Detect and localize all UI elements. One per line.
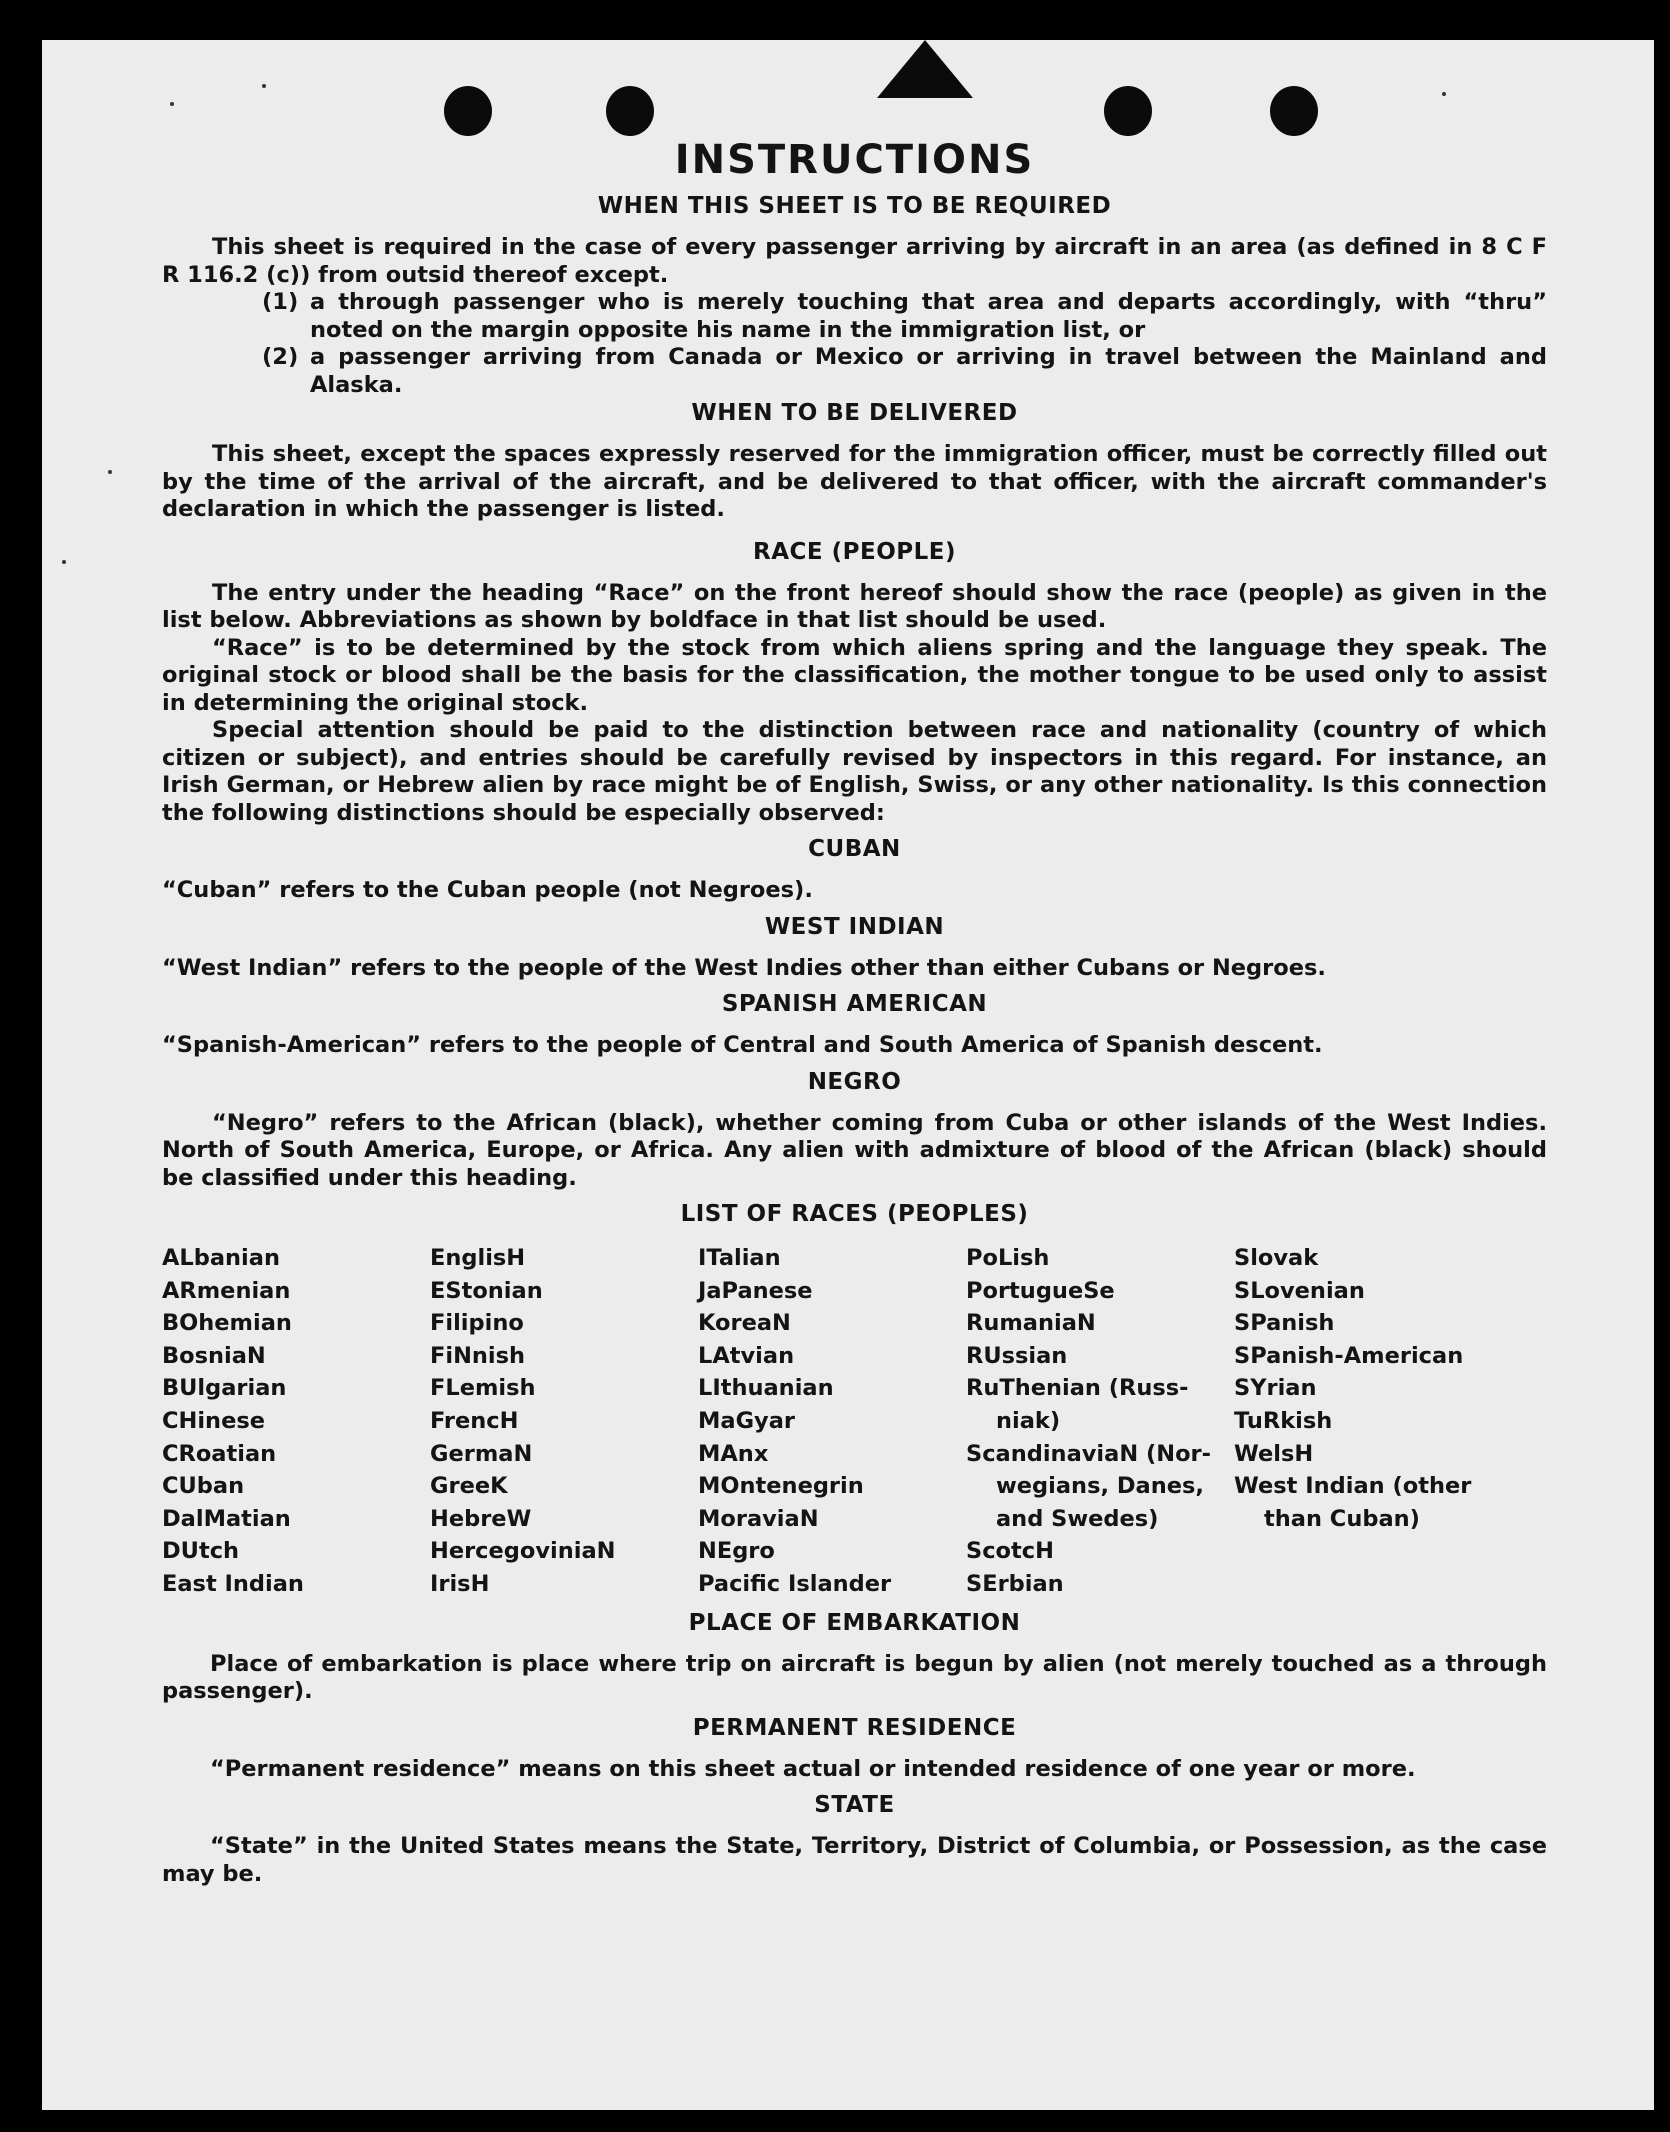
document-title: INSTRUCTIONS <box>674 137 1035 183</box>
speck <box>1442 92 1446 96</box>
race-entry: BUlgarian <box>162 1375 287 1402</box>
race-entry: FiNnish <box>430 1342 526 1369</box>
race-entry: NEgro <box>698 1538 775 1565</box>
document-sheet <box>42 40 1654 2110</box>
races-column <box>1234 1242 1547 1601</box>
punch-hole <box>1270 86 1318 136</box>
race-entry: ARmenian <box>162 1277 291 1304</box>
race-entry: EnglisH <box>430 1245 526 1271</box>
exception-item-1 <box>162 289 1547 344</box>
heading-when-delivered: WHEN TO BE DELIVERED <box>691 400 1018 426</box>
heading-list-of-races: LIST OF RACES (PEOPLES) <box>680 1201 1029 1227</box>
races-column <box>162 1242 430 1601</box>
race-entry: SErbian <box>966 1570 1064 1597</box>
punch-hole <box>606 86 654 136</box>
required-intro: This sheet is required in the case of every passenger arriving by aircraft in an area (as defined in 8 C F R 116.2 (c)) from outsid thereof except. <box>162 234 1547 288</box>
race-entry: SYrian <box>1234 1375 1317 1402</box>
race-entry: CHinese <box>162 1407 265 1434</box>
races-list <box>162 1242 1547 1601</box>
race-entry: CRoatian <box>162 1440 277 1467</box>
heading-race: RACE (PEOPLE) <box>753 538 956 565</box>
race-entry: BOhemian <box>162 1310 292 1337</box>
speck <box>62 560 66 564</box>
speck <box>170 102 174 106</box>
race-entry: PortugueSe <box>966 1277 1115 1304</box>
race-entry: RumaniaN <box>966 1310 1096 1337</box>
item-number: (2) <box>262 344 299 370</box>
races-column <box>698 1242 966 1601</box>
heading-when-required: WHEN THIS SHEET IS TO BE REQUIRED <box>597 193 1112 219</box>
race-entry: MOntenegrin <box>698 1473 864 1500</box>
race-entry: ITalian <box>698 1245 781 1271</box>
instructions-document <box>162 136 1547 1888</box>
race-entry: RuThenian (Russ- <box>966 1375 1189 1402</box>
race-entry: SLovenian <box>1234 1277 1365 1304</box>
heading-permanent-residence: PERMANENT RESIDENCE <box>692 1714 1017 1741</box>
race-entry: East Indian <box>162 1570 304 1597</box>
heading-cuban: CUBAN <box>808 836 901 862</box>
state-text: “State” in the United States means the State, Territory, District of Columbia, or Possession, as the case may be. <box>162 1833 1547 1887</box>
race-entry: MoraviaN <box>698 1505 819 1532</box>
race-entry: TuRkish <box>1234 1407 1333 1434</box>
race-paragraph-3: Special attention should be paid to the distinction between race and nationality (country of which citizen or subject), and entries should be carefully revised by inspectors in this regard. For instance, an Irish German, or Hebrew alien by race might be of English, Swiss, or any other nationality. Is this connection the following distinctions should be especially observed: <box>162 717 1547 826</box>
punch-hole <box>1104 86 1152 136</box>
race-entry-continued: wegians, Danes, <box>996 1473 1204 1500</box>
race-entry: LAtvian <box>698 1342 795 1369</box>
embarkation-text: Place of embarkation is place where trip on aircraft is begun by alien (not merely touched as a through passenger). <box>162 1650 1547 1705</box>
races-column <box>966 1242 1234 1601</box>
race-entry: ScotcH <box>966 1538 1054 1565</box>
race-entry: HebreW <box>430 1505 532 1532</box>
race-entry: BosniaN <box>162 1342 266 1369</box>
race-entry-continued: and Swedes) <box>996 1505 1159 1532</box>
race-entry: LIthuanian <box>698 1375 834 1402</box>
heading-spanish-american: SPANISH AMERICAN <box>721 991 988 1017</box>
race-entry: GreeK <box>430 1473 508 1500</box>
item-text: a passenger arriving from Canada or Mexico or arriving in travel between the Mainland and Alaska. <box>310 344 1547 398</box>
negro-text: “Negro” refers to the African (black), whether coming from Cuba or other islands of the West Indies. North of South America, Europe, or Africa. Any alien with admixture of blood of the African (black) should be classified under this heading. <box>162 1109 1547 1191</box>
race-paragraph-1: The entry under the heading “Race” on the front hereof should show the race (people) as given in the list below. Abbreviations as shown by boldface in that list should be used. <box>162 579 1547 633</box>
west-indian-text: “West Indian” refers to the people of the West Indies other than either Cubans or Negroes. <box>162 954 1326 981</box>
item-number: (1) <box>262 289 299 315</box>
race-entry: DalMatian <box>162 1505 291 1532</box>
spanish-american-text: “Spanish-American” refers to the people of Central and South America of Spanish descent. <box>162 1032 1323 1058</box>
heading-state: STATE <box>814 1792 895 1819</box>
race-entry: MaGyar <box>698 1407 795 1434</box>
race-entry: DUtch <box>162 1538 240 1565</box>
item-text: a through passenger who is merely touching that area and departs accordingly, with “thru” noted on the margin opposite his name in the immigration list, or <box>310 289 1547 343</box>
punch-hole <box>444 86 492 136</box>
race-entry: WelsH <box>1234 1440 1314 1467</box>
residence-text: “Permanent residence” means on this sheet actual or intended residence of one year or more. <box>210 1755 1416 1782</box>
race-entry: SPanish-American <box>1234 1342 1464 1369</box>
heading-west-indian: WEST INDIAN <box>764 913 945 940</box>
race-entry: PoLish <box>966 1245 1050 1271</box>
race-entry: Slovak <box>1234 1245 1319 1271</box>
race-entry: Filipino <box>430 1310 524 1337</box>
race-entry: SPanish <box>1234 1310 1335 1337</box>
torn-edge-mark <box>877 40 973 98</box>
heading-place-of-embarkation: PLACE OF EMBARKATION <box>688 1609 1021 1636</box>
race-entry: GermaN <box>430 1440 533 1467</box>
race-entry: West Indian (other <box>1234 1473 1472 1500</box>
speck <box>262 84 266 88</box>
race-entry: RUssian <box>966 1342 1068 1369</box>
race-entry-continued: niak) <box>996 1407 1061 1434</box>
delivered-text: This sheet, except the spaces expressly reserved for the immigration officer, must be correctly filled out by the time of the arrival of the aircraft, and be delivered to that officer, with the aircraft commander's declaration in which the passenger is listed. <box>162 441 1547 522</box>
cuban-text: “Cuban” refers to the Cuban people (not Negroes). <box>162 877 813 903</box>
race-entry: ALbanian <box>162 1245 280 1271</box>
race-entry: JaPanese <box>698 1277 813 1304</box>
speck <box>108 470 112 474</box>
heading-negro: NEGRO <box>807 1068 902 1095</box>
race-entry: Pacific Islander <box>698 1570 892 1597</box>
race-entry: EStonian <box>430 1277 543 1304</box>
race-entry: CUban <box>162 1473 245 1500</box>
race-entry: ScandinaviaN (Nor- <box>966 1440 1211 1467</box>
race-entry: FrencH <box>430 1407 519 1434</box>
race-entry: IrisH <box>430 1570 490 1597</box>
race-entry: FLemish <box>430 1375 536 1402</box>
race-entry: MAnx <box>698 1440 769 1467</box>
race-entry-continued: than Cuban) <box>1264 1505 1420 1532</box>
exception-item-2 <box>162 344 1547 399</box>
race-entry: HercegoviniaN <box>430 1538 616 1565</box>
race-entry: KoreaN <box>698 1310 791 1337</box>
race-paragraph-2: “Race” is to be determined by the stock from which aliens spring and the language they speak. The original stock or blood shall be the basis for the classification, the mother tongue to be used only to assist in determining the original stock. <box>162 634 1547 716</box>
races-column <box>430 1242 698 1601</box>
